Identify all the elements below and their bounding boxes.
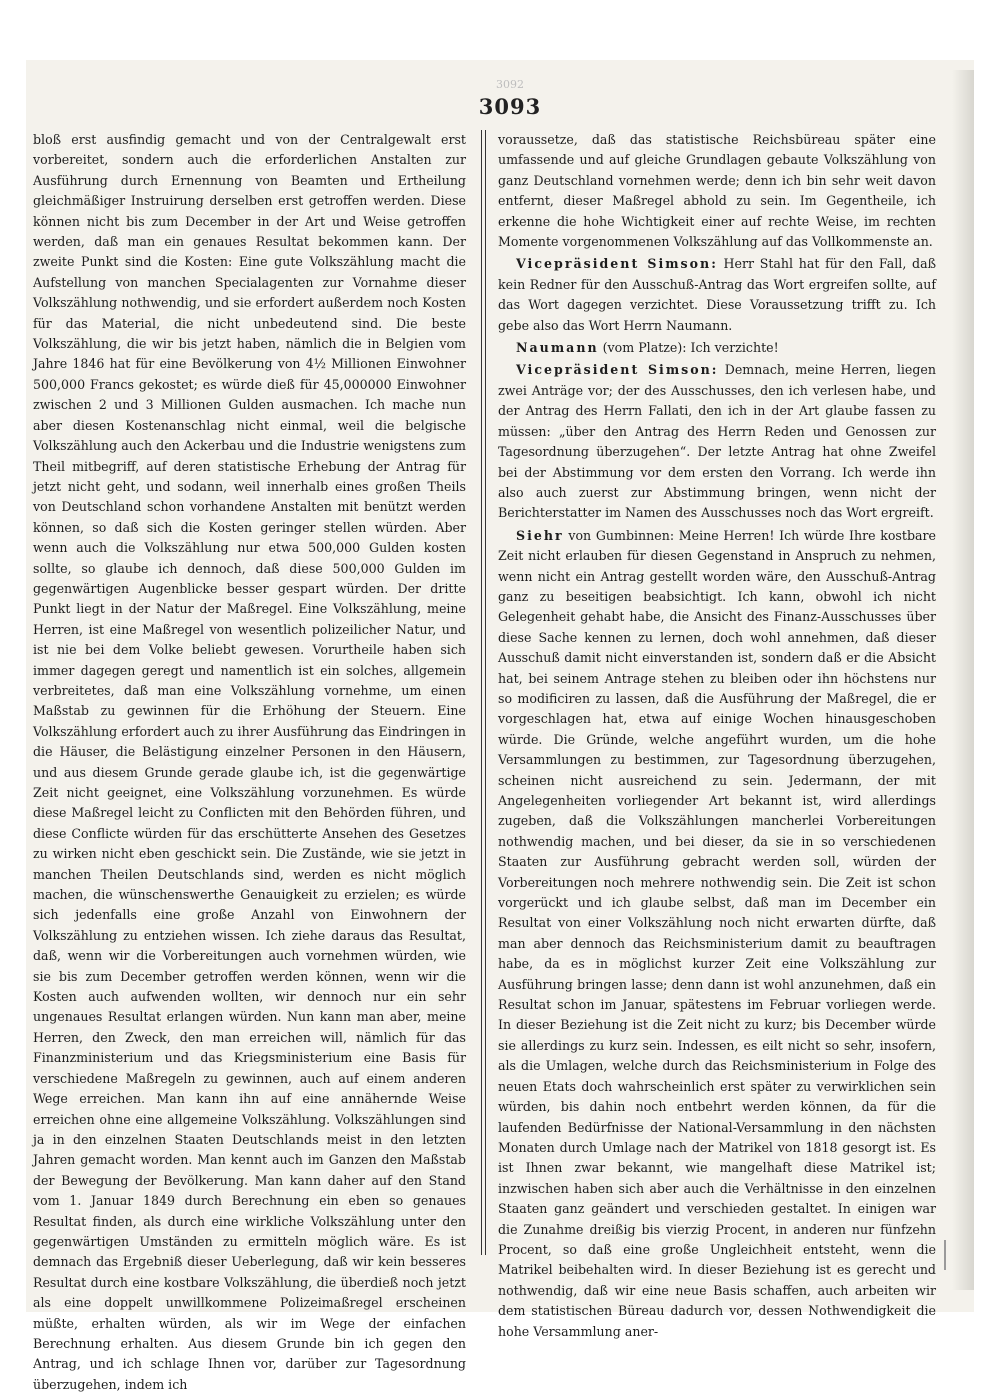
left-paragraph-1: bloß erst ausfindig gemacht und von der Centralgewalt erst vorbereitet, sondern auch die erforderlichen Anstalten zur Ausführung durch Ernennung von Beamten und Ertheilung gleichmäßiger Instruirung derselben erst getroffen werden. Diese können nicht bis zum December in der Art und Weise getroffen werden, daß man ein genaues Resultat bekommen kann. Der zweite Punkt sind die Kosten: Eine gute Volkszählung macht die Aufstellung von manchen Specialagenten zur Vornahme dieser Volkszählung nothwendig, und sie erfordert außerdem noch Kosten für das Material, die nicht unbedeutend sind. Die beste Volkszählung, die wir bis jetzt haben, nämlich die in Belgien vom Jahre 1846 hat für eine Bevölkerung von 4½ Millionen Einwohner 500,000 Francs gekostet; es würde dieß für 45,000000 Einwohner zwischen 2 und 3 Millionen Gulden ausmachen. Ich mache nun aber diesen Kostenanschlag nicht einmal, weil die belgische Volkszählung auch den Ackerbau und die Industrie wenigstens zum Theil mitbegriff, auf deren statistische Erhebung der Antrag für jetzt nicht geht, und sodann, weil innerhalb eines großen Theils von Deutschland schon vorhandene Anstalten mit benützt werden können, so daß sich die Kosten geringer stellen würden. Aber wenn auch die Volkszählung nur etwa 500,000 Gulden kosten sollte, so glaube ich dennoch, daß diese 500,000 Gulden im gegenwärtigen Augenblicke besser gespart würden. Der dritte Punkt liegt in der Natur der Maßregel. Eine Volkszählung, meine Herren, ist eine Maßregel von wesentlich polizeilicher Natur, und ist nie bei dem Volke beliebt gewesen. Vorurtheile haben sich immer dagegen geregt und namentlich ist ein solches, allgemein verbreitetes, daß man eine Volkszählung vornehme, um einen Maßstab zu gewinnen für die Erhöhung der Steuern. Eine Volkszählung erfordert auch zu ihrer Ausführung das Eindringen in die Häuser, die Belästigung einzelner Personen in den Häusern, und aus diesem Grunde gerade glaube ich, ist die gegenwärtige Zeit nicht geeignet, eine Volkszählung vorzunehmen. Es würde diese Maßregel leicht zu Conflicten mit den Behörden führen, und diese Conflicte würden für das erschütterte Ansehen des Gesetzes zu wirken nicht eben geschickt sein. Die Zustände, wie sie jetzt in manchen Theilen Deutschlands sind, werden es nicht möglich machen, die wünschenswerthe Genauigkeit zu erzielen; es würde sich jedenfalls eine große Anzahl von Einwohnern der Volkszählung zu entziehen wissen. Ich ziehe daraus das Resultat, daß, wenn wir die Vorbereitungen auch vornehmen würden, wie sie bis zum December getroffen werden können, wenn wir die Kosten auch aufwenden wollten, wir dennoch nur ein sehr ungenaues Resultat erlangen würden. Nun kann man aber, meine Herren, den Zweck, den man erreichen will, nämlich für das Finanzministerium und das Kriegsministerium eine Basis für verschiedene Maßregeln zu gewinnen, auch auf einem anderen Wege erreichen. Man kann ihn auf eine annähernde Weise erreichen ohne eine allgemeine Volkszählung. Volkszählungen sind ja in den einzelnen Staaten Deutschlands meist in den letzten Jahren gemacht worden. Man kennt auch im Ganzen den Maßstab der Bewegung der Bevölkerung. Man kann daher auf den Stand vom 1. Januar 1849 durch Berechnung ein eben so genaues Resultat finden, als durch eine wirkliche Volkszählung unter den gegenwärtigen Umständen zu ermitteln möglich wäre. Es ist demnach das Ergebniß dieser Ueberlegung, daß wir kein besseres Resultat durch eine kostbare Volkszählung, die überdieß noch jetzt als eine doppelt unwillkommene Polizeimaßregel erscheinen müßte, erhalten würden, als wir im Wege der einfachen Berechnung erhalten. Aus diesem Grunde bin ich gegen den Antrag, und ich schlage Ihnen vor, darüber zur Tagesordnung überzugehen, indem ich <box>33 132 466 1392</box>
speech-simson-1 <box>498 254 936 336</box>
ghost-page-number: 3092 <box>496 78 524 91</box>
speech-siehr <box>498 526 936 1342</box>
speaker-name: Naumann <box>516 340 599 356</box>
right-paragraph-1: voraussetze, daß das statistische Reichsbüreau später eine umfassende und auf gleiche Grundlagen gebaute Volkszählung von ganz Deutschland vornehmen werde; denn ich bin sehr weit davon entfernt, dieser Maßregel abhold zu sein. Im Gegentheile, ich erkenne die hohe Wichtigkeit einer auf rechte Weise, im rechten Momente vorgenommenen Volkszählung auf das Vollkommenste an. <box>498 132 936 250</box>
right-column <box>498 130 936 1339</box>
column-rule <box>481 130 482 1255</box>
speech-text: (vom Platze): Ich verzichte! <box>598 340 779 356</box>
edge-mark <box>944 1240 946 1270</box>
speaker-name: Vicepräsident Simson: <box>516 362 719 378</box>
speech-text: Herr Stahl hat für den Fall, daß kein Redner für den Ausschuß-Antrag das Wort ergreifen sollte, auf das Wort dagegen verzichtet. Diese Voraussetzung trifft zu. Ich gebe also das Wort Herrn Naumann. <box>498 256 936 333</box>
speaker-origin: von Gumbinnen: <box>563 527 675 543</box>
speech-naumann <box>498 338 936 358</box>
speaker-name: Siehr <box>516 527 564 543</box>
page-edge-shadow <box>952 70 974 1290</box>
speech-text: Meine Herren! Ich würde Ihre kostbare Zeit nicht erlauben für diesen Gegenstand in Anspruch zu nehmen, wenn nicht ein Antrag gestellt worden wäre, den Ausschuß-Antrag ganz zu beseitigen beabsichtigt. Ich kann, obwohl ich nicht Gelegenheit gehabt habe, die Ansicht des Finanz-Ausschusses über diese Sache kennen zu lernen, doch wohl annehmen, daß dieser Ausschuß damit nicht einverstanden ist, sondern daß er die Absicht hat, bei seinem Antrage stehen zu bleiben oder ihn höchstens nur so modificiren zu lassen, daß die Ausführung der Maßregel, die er vorgeschlagen hat, etwa auf einige Wochen hinausgeschoben würde. Die Gründe, welche angeführt wurden, um die hohe Versammlungen zu bestimmen, zur Tagesordnung überzugehen, scheinen nicht ausreichend zu sein. Jedermann, der mit Angelegenheiten vorliegender Art bekannt ist, wird allerdings zugeben, daß die Volkszählungen mancherlei Vorbereitungen nothwendig machen, und bei dieser, da sie in so verschiedenen Staaten zur Ausführung gebracht werden soll, würden der Vorbereitungen noch mehrere nothwendig sein. Die Zeit ist schon vorgerückt und ich glaube selbst, daß man im December ein Resultat von einer Volkszählung noch nicht erwarten dürfte, daß man aber dennoch das Reichsministerium damit zu beauftragen habe, da es in möglichst kurzer Zeit eine Volkszählung zur Ausführung bringen lasse; denn dann ist wohl anzunehmen, daß ein Resultat schon im Januar, spätestens im Februar vorliegen werde. In dieser Beziehung ist die Zeit nicht zu kurz; bis December würde sie allerdings zu kurz sein. Indessen, es eilt nicht so sehr, insofern, als die Umlagen, welche durch das Reichsministerium in Folge des neuen Etats doch wahrscheinlich erst später zu verwirklichen sein würden, bis dahin noch entbehrt werden können, da für die laufenden Bedürfnisse der National-Versammlung in den nächsten Monaten durch Umlage nach der Matrikel von 1818 gesorgt ist. Es ist Ihnen zwar bekannt, wie mangelhaft diese Matrikel ist; inzwischen haben sich aber auch die Verhältnisse in den einzelnen Staaten ganz geändert und verschieden gestaltet. In einigen war die Zunahme dreißig bis vierzig Procent, in anderen nur fünfzehn Procent, so daß eine große Ungleichheit entsteht, wenn die Matrikel beibehalten wird. In dieser Beziehung ist es gerecht und nothwendig, daß wir eine neue Basis schaffen, auch arbeiten wir dem statistischen Büreau dadurch vor, dessen Nothwendigkeit die hohe Versammlung aner- <box>498 527 936 1339</box>
column-rule <box>485 130 486 1255</box>
page-number: 3093 <box>478 94 542 119</box>
left-column <box>33 130 466 1392</box>
speech-text: Demnach, meine Herren, liegen zwei Anträge vor; der des Ausschusses, den ich verlesen habe, und der Antrag des Herrn Fallati, den ich in der Art glaube fassen zu müssen: „über den Antrag des Herrn Reden und Genossen zur Tagesordnung überzugehen“. Der letzte Antrag hat ohne Zweifel bei der Abstimmung vor dem ersten den Vorrang. Ich werde ihn also auch zuerst zur Abstimmung bringen, wenn nicht der Berichterstatter im Namen des Ausschusses noch das Wort ergreift. <box>498 362 936 521</box>
speech-simson-2 <box>498 360 936 523</box>
speaker-name: Vicepräsident Simson: <box>516 256 718 272</box>
